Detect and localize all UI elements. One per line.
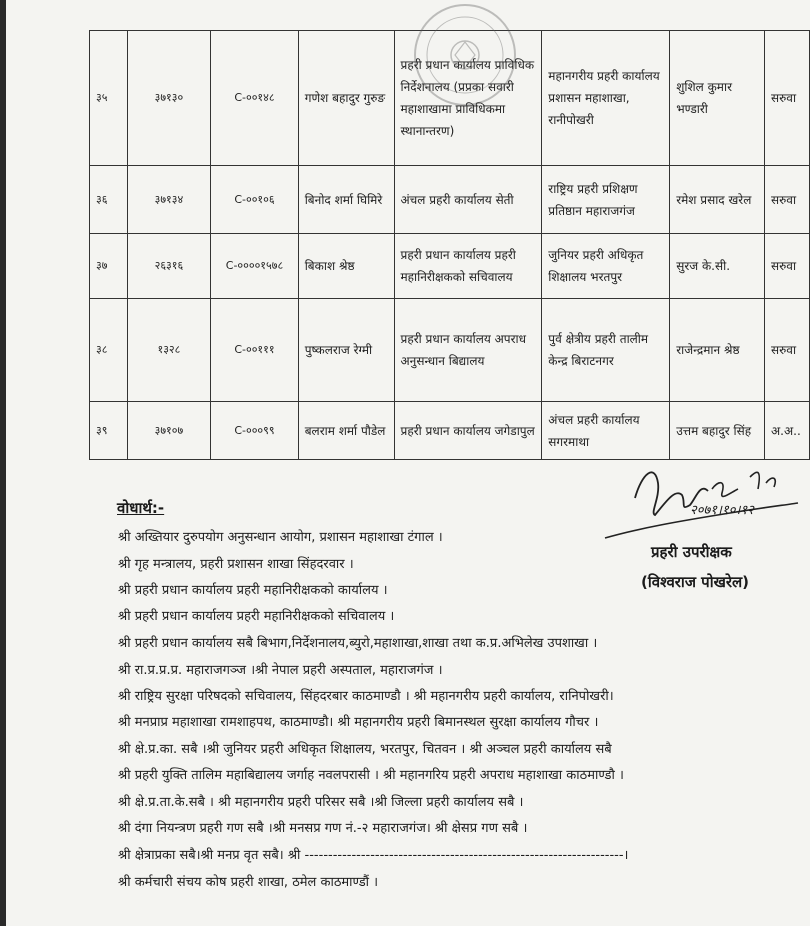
cell-code: C-०००९९ xyxy=(211,402,298,460)
cc-recipient-line: श्री कर्मचारी संचय कोष प्रहरी शाखा, ठमेल काठमाण्डौं । xyxy=(118,875,379,890)
cell-from: प्रहरी प्रधान कार्यालय प्राविधिक निर्देशनालय (प्रप्रका सवारी महाशाखामा प्राविधिकमा स्थानान्तरण) xyxy=(394,31,542,166)
cc-recipient-line: श्री गृह मन्त्रालय, प्रहरी प्रशासन शाखा सिंहदरवार । xyxy=(118,557,354,572)
cell-remark: सरुवा xyxy=(765,234,810,299)
table-row xyxy=(90,234,810,299)
cell-sn: ३६ xyxy=(90,166,128,234)
cc-recipient-line: श्री क्षे.प्र.का. सबै ।श्री जुनियर प्रहरी अधिकृत शिक्षालय, भरतपुर, चितवन । श्री अञ्चल प्रहरी कार्यालय सबै xyxy=(118,742,612,757)
cell-to: जुनियर प्रहरी अधिकृत शिक्षालय भरतपुर xyxy=(542,234,670,299)
table-row xyxy=(90,166,810,234)
cc-recipient-line: श्री रा.प्र.प्र.प्र. महाराजगञ्ज ।श्री नेपाल प्रहरी अस्पताल, महाराजगंज । xyxy=(118,663,443,678)
transfer-table xyxy=(89,30,810,460)
signatory-designation: प्रहरी उपरीक्षक xyxy=(651,543,732,561)
cell-to: अंचल प्रहरी कार्यालय सगरमाथा xyxy=(542,402,670,460)
cell-pid: १३२८ xyxy=(127,299,211,402)
cc-recipient-line: श्री दंगा नियन्त्रण प्रहरी गण सबै ।श्री मनसप्र गण नं.-२ महाराजगंज। श्री क्षेसप्र गण सबै । xyxy=(118,821,528,836)
cell-to: राष्ट्रिय प्रहरी प्रशिक्षण प्रतिष्ठान महाराजगंज xyxy=(542,166,670,234)
cell-remark: अ.अ.. xyxy=(765,402,810,460)
cell-from: प्रहरी प्रधान कार्यालय अपराध अनुसन्धान बिद्यालय xyxy=(394,299,542,402)
cell-replace: राजेन्द्रमान श्रेष्ठ xyxy=(670,299,765,402)
cell-replace: उत्तम बहादुर सिंह xyxy=(670,402,765,460)
cc-recipient-line: श्री अख्तियार दुरुपयोग अनुसन्धान आयोग, प्रशासन महाशाखा टंगाल । xyxy=(118,530,443,545)
cell-pid: ३७१३० xyxy=(127,31,211,166)
page-edge xyxy=(0,0,6,926)
cc-recipient-line: श्री राष्ट्रिय सुरक्षा परिषदको सचिवालय, सिंहदरबार काठमाण्डौ । श्री महानगरीय प्रहरी कार्यालय, रानिपोखरी। xyxy=(118,689,614,704)
signature-date: २०७१।१०।१२ xyxy=(690,503,754,518)
cell-sn: ३५ xyxy=(90,31,128,166)
cell-name: बिनोद शर्मा घिमिरे xyxy=(298,166,394,234)
cell-name: पुष्कलराज रेग्मी xyxy=(298,299,394,402)
cc-recipient-line: श्री मनप्राप्र महाशाखा रामशाहपथ, काठमाण्डौ। श्री महानगरीय प्रहरी बिमानस्थल सुरक्षा कार्यालय गौचर । xyxy=(118,715,599,730)
cc-recipient-line: श्री प्रहरी प्रधान कार्यालय प्रहरी महानिरीक्षकको कार्यालय । xyxy=(118,583,388,598)
cc-recipient-line: श्री क्षे.प्र.ता.के.सबै । श्री महानगरीय प्रहरी परिसर सबै ।श्री जिल्ला प्रहरी कार्यालय सबै । xyxy=(118,795,524,810)
cell-from: प्रहरी प्रधान कार्यालय प्रहरी महानिरीक्षकको सचिवालय xyxy=(394,234,542,299)
table-row xyxy=(90,402,810,460)
signatory-name: (विश्वराज पोखरेल) xyxy=(641,573,750,591)
cell-remark: सरुवा xyxy=(765,31,810,166)
table-row xyxy=(90,31,810,166)
cell-code: C-००१११ xyxy=(211,299,298,402)
cell-sn: ३७ xyxy=(90,234,128,299)
cell-replace: सुरज के.सी. xyxy=(670,234,765,299)
table-row xyxy=(90,299,810,402)
cell-name: बिकाश श्रेष्ठ xyxy=(298,234,394,299)
cell-code: C-००१४८ xyxy=(211,31,298,166)
cell-pid: ३७१३४ xyxy=(127,166,211,234)
cell-to: पुर्व क्षेत्रीय प्रहरी तालीम केन्द्र बिराटनगर xyxy=(542,299,670,402)
cell-sn: ३८ xyxy=(90,299,128,402)
cell-from: प्रहरी प्रधान कार्यालय जगेडापुल xyxy=(394,402,542,460)
cell-replace: रमेश प्रसाद खरेल xyxy=(670,166,765,234)
cell-replace: शुशिल कुमार भण्डारी xyxy=(670,31,765,166)
cell-pid: २६३१६ xyxy=(127,234,211,299)
cell-code: C-००००१५७८ xyxy=(211,234,298,299)
cc-recipient-line: श्री क्षेत्राप्रका सबै।श्री मनप्र वृत सबै। श्री --------------------------------------------------------------------। xyxy=(118,848,629,863)
cc-recipient-line: श्री प्रहरी प्रधान कार्यालय सबै बिभाग,निर्देशनालय,ब्युरो,महाशाखा,शाखा तथा क.प्र.अभिलेख उपशाखा । xyxy=(118,636,598,651)
cc-recipient-line: श्री प्रहरी युक्ति तालिम महाबिद्यालय जर्गाह नवलपरासी । श्री महानगरिय प्रहरी अपराध महाशाखा काठमाण्डौ । xyxy=(118,768,624,783)
cc-heading: वोधार्थ:- xyxy=(117,499,165,517)
cell-name: गणेश बहादुर गुरुङ xyxy=(298,31,394,166)
cell-remark: सरुवा xyxy=(765,166,810,234)
cell-sn: ३९ xyxy=(90,402,128,460)
cell-code: C-००१०६ xyxy=(211,166,298,234)
cell-name: बलराम शर्मा पौडेल xyxy=(298,402,394,460)
cc-recipient-line: श्री प्रहरी प्रधान कार्यालय प्रहरी महानिरीक्षकको सचिवालय । xyxy=(118,609,395,624)
cell-to: महानगरीय प्रहरी कार्यालय प्रशासन महाशाखा, रानीपोखरी xyxy=(542,31,670,166)
cell-from: अंचल प्रहरी कार्यालय सेती xyxy=(394,166,542,234)
cell-pid: ३७१०७ xyxy=(127,402,211,460)
cell-remark: सरुवा xyxy=(765,299,810,402)
